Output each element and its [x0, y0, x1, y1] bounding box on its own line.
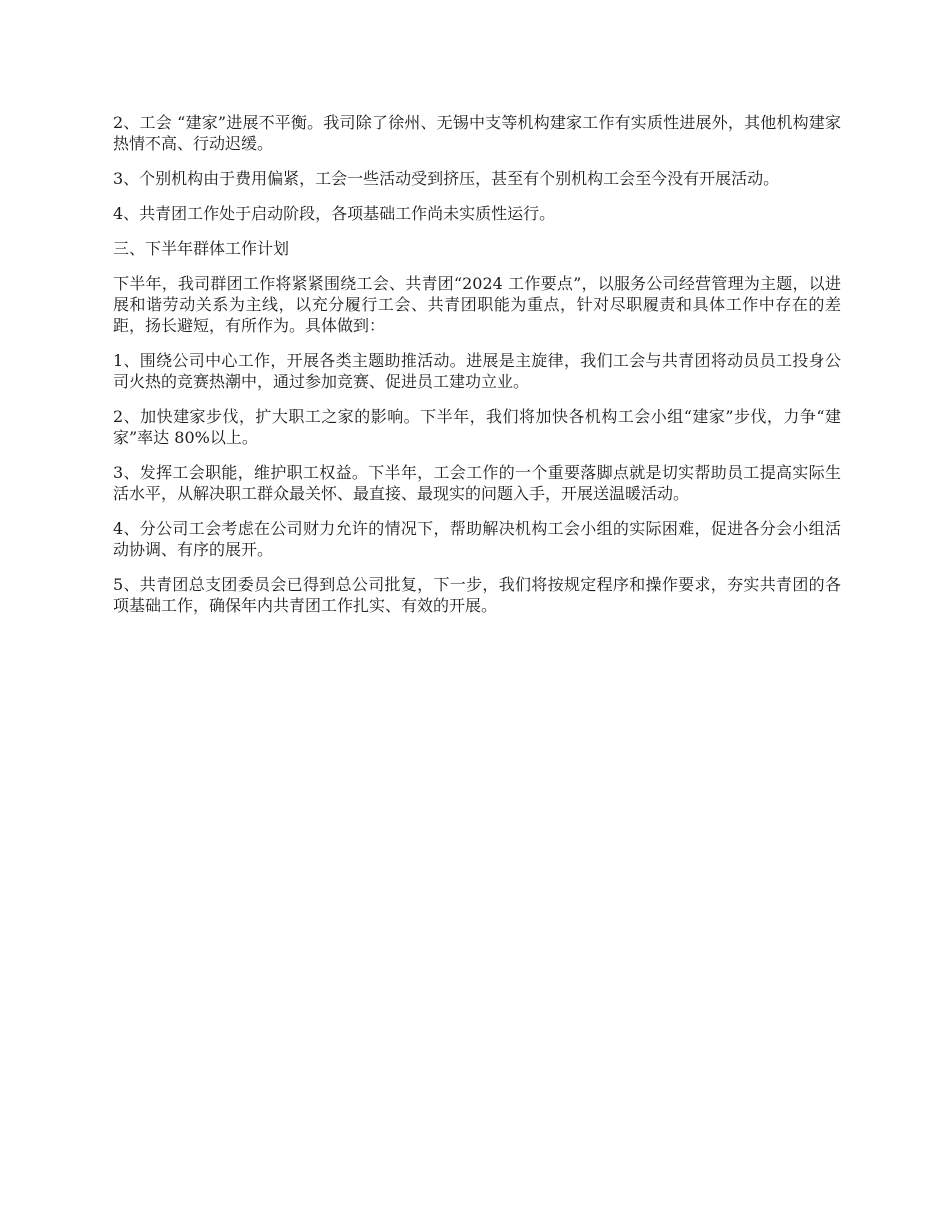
paragraph-plan-intro: 下半年，我司群团工作将紧紧围绕工会、共青团“2024 工作要点”，以服务公司经营管理为主题，以进展和谐劳动关系为主线，以充分履行工会、共青团职能为重点，针对尽职履责和具体工作中存在的差距，扬长避短，有所作为。具体做到： [113, 274, 841, 335]
paragraph-funding-constraints: 3、个别机构由于费用偏紧，工会一些活动受到挤压，甚至有个别机构工会至今没有开展活动。 [113, 169, 780, 188]
paragraph-youth-league-startup: 4、共青团工作处于启动阶段，各项基础工作尚未实质性运行。 [113, 204, 556, 223]
section-heading-second-half-plan: 三、下半年群体工作计划 [113, 239, 290, 258]
plan-item-5: 5、共青团总支团委员会已得到总公司批复，下一步，我们将按规定程序和操作要求，夯实共青团的各项基础工作，确保年内共青团工作扎实、有效的开展。 [113, 575, 841, 615]
plan-item-1: 1、围绕公司中心工作，开展各类主题助推活动。进展是主旋律，我们工会与共青团将动员员工投身公司火热的竞赛热潮中，通过参加竞赛、促进员工建功立业。 [113, 351, 841, 391]
plan-item-3: 3、发挥工会职能，维护职工权益。下半年，工会工作的一个重要落脚点就是切实帮助员工提高实际生活水平，从解决职工群众最关怀、最直接、最现实的问题入手，开展送温暖活动。 [113, 463, 841, 503]
plan-item-4: 4、分公司工会考虑在公司财力允许的情况下，帮助解决机构工会小组的实际困难，促进各分会小组活动协调、有序的展开。 [113, 519, 841, 559]
paragraph-union-home-building-imbalance: 2、工会 “建家”进展不平衡。我司除了徐州、无锡中支等机构建家工作有实质性进展外，其他机构建家热情不高、行动迟缓。 [113, 113, 841, 153]
plan-item-2: 2、加快建家步伐，扩大职工之家的影响。下半年，我们将加快各机构工会小组“建家”步伐，力争“建家”率达 80%以上。 [113, 407, 841, 447]
document-body [113, 112, 841, 630]
